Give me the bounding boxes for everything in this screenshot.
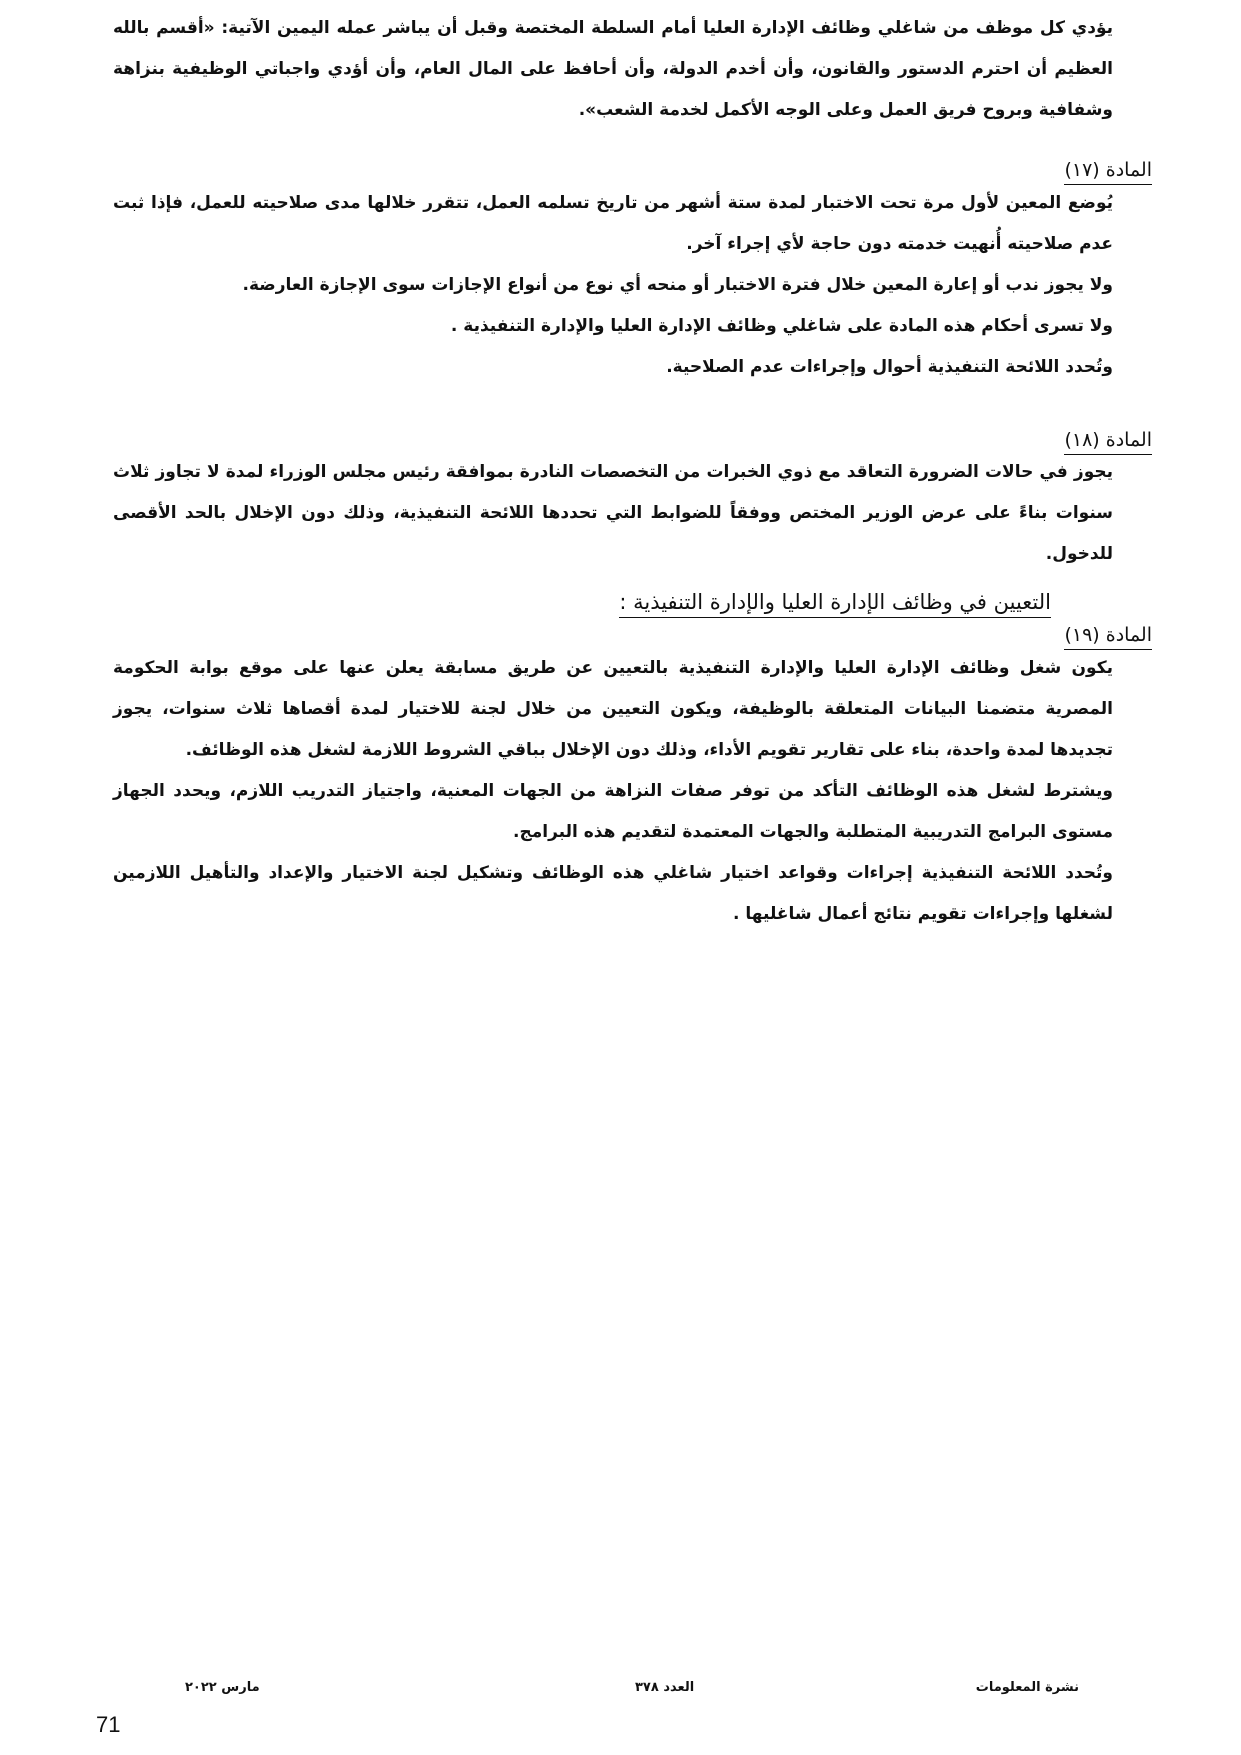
footer-publication: نشرة المعلومات <box>975 1680 1079 1695</box>
article-19-paragraph: يكون شغل وظائف الإدارة العليا والإدارة التنفيذية بالتعيين عن طريق مسابقة يعلن عنها على موقع بوابة الحكومة المصرية متضمنا البيانات المتعلقة بالوظيفة، ويكون التعيين من خلال لجنة للاختيار لمدة أقصاها ثلاث سنوات، يجوز تجديدها لمدة واحدة، بناء على تقارير تقويم الأداء، وذلك دون الإخلال بباقي الشروط اللازمة لشغل هذه الوظائف. <box>113 658 1113 760</box>
article-19-heading: المادة (١٩) <box>1064 621 1152 650</box>
article-18-body <box>113 452 1113 575</box>
article-19-body <box>113 648 1113 935</box>
article-17-heading: المادة (١٧) <box>1064 156 1152 185</box>
footer-date: مارس ٢٠٢٢ <box>185 1680 260 1695</box>
oath-paragraph: يؤدي كل موظف من شاغلي وظائف الإدارة العليا أمام السلطة المختصة وقبل أن يباشر عمله اليمين الآتية: «أقسم بالله العظيم أن احترم الدستور والقانون، وأن أخدم الدولة، وأن أحافظ على المال العام، وأن أؤدي واجباتي الوظيفية بنزاهة وشفافية وبروح فريق العمل وعلى الوجه الأكمل لخدمة الشعب». <box>113 18 1113 120</box>
oath-paragraph-block <box>113 8 1113 131</box>
article-17-paragraph: وتُحدد اللائحة التنفيذية أحوال وإجراءات عدم الصلاحية. <box>666 357 1113 377</box>
article-17-paragraph: يُوضع المعين لأول مرة تحت الاختبار لمدة ستة أشهر من تاريخ تسلمه العمل، تتقرر خلالها مدى صلاحيته للعمل، فإذا ثبت عدم صلاحيته أُنهيت خدمته دون حاجة لأي إجراء آخر. <box>113 193 1113 254</box>
article-17-paragraph: ولا يجوز ندب أو إعارة المعين خلال فترة الاختبار أو منحه أي نوع من أنواع الإجازات سوى الإجازة العارضة. <box>242 275 1113 295</box>
article-19-paragraph: ويشترط لشغل هذه الوظائف التأكد من توفر صفات النزاهة من الجهات المعنية، واجتياز التدريب اللازم، ويحدد الجهاز مستوى البرامج التدريبية المتطلبة والجهات المعتمدة لتقديم هذه البرامج. <box>113 781 1113 842</box>
article-17-body <box>113 183 1113 388</box>
page-number: 71 <box>96 1712 121 1737</box>
article-19-paragraph: وتُحدد اللائحة التنفيذية إجراءات وقواعد اختيار شاغلي هذه الوظائف وتشكيل لجنة الاختيار والإعداد والتأهيل اللازمين لشغلها وإجراءات تقويم نتائج أعمال شاغليها . <box>113 863 1113 924</box>
section-heading: التعيين في وظائف الإدارة العليا والإدارة التنفيذية : <box>619 587 1051 618</box>
footer-issue: العدد ٣٧٨ <box>635 1680 695 1695</box>
article-17-paragraph: ولا تسرى أحكام هذه المادة على شاغلي وظائف الإدارة العليا والإدارة التنفيذية . <box>450 316 1113 336</box>
article-18-paragraph: يجوز في حالات الضرورة التعاقد مع ذوي الخبرات من التخصصات النادرة بموافقة رئيس مجلس الوزراء لمدة لا تجاوز ثلاث سنوات بناءً على عرض الوزير المختص ووفقاً للضوابط التي تحددها اللائحة التنفيذية، وذلك دون الإخلال بالحد الأقصى للدخول. <box>113 462 1113 564</box>
article-18-heading: المادة (١٨) <box>1064 426 1152 455</box>
